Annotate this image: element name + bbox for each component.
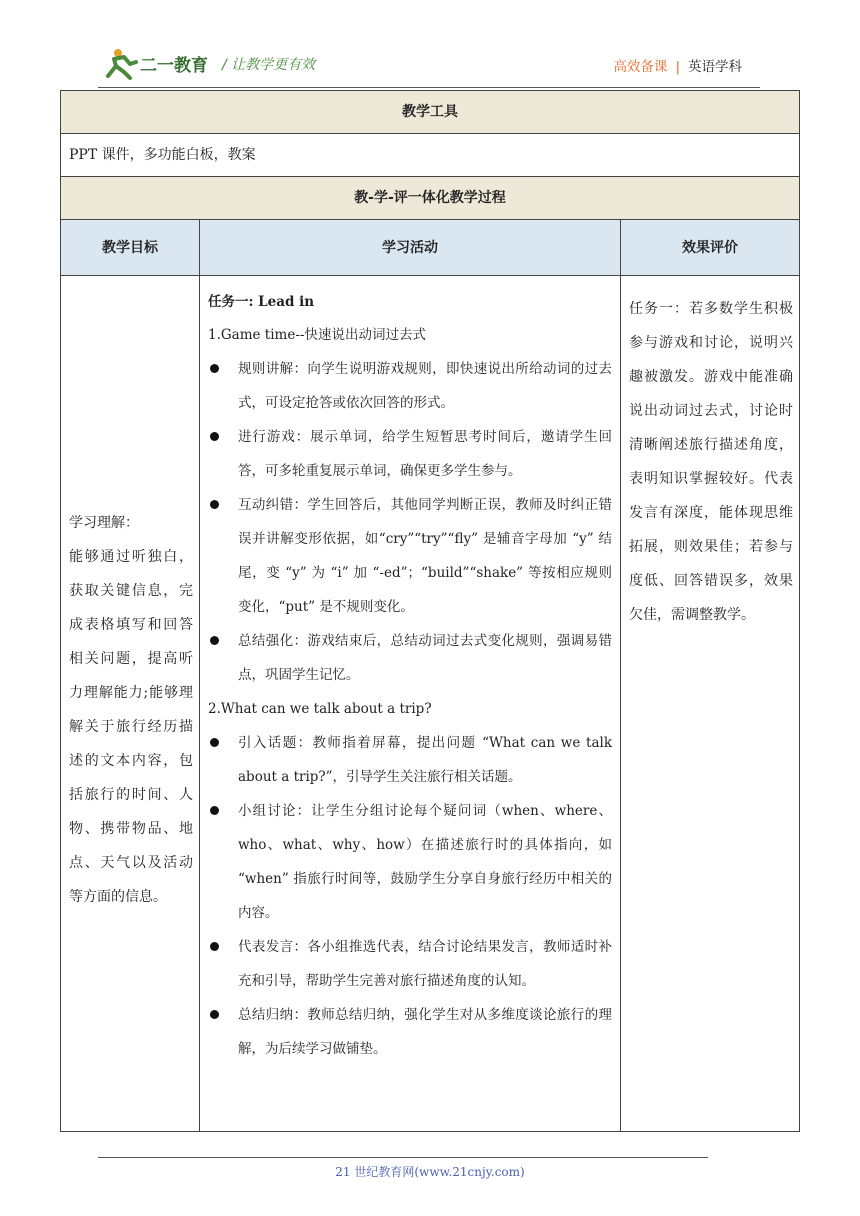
list-item-text: 规则讲解：向学生说明游戏规则，即快速说出所给动词的过去式，可设定抢答或依次回答的形式。 <box>238 361 612 411</box>
bullet-icon <box>210 1010 219 1019</box>
header-slogan: / 让教学更有效 <box>222 57 316 73</box>
list-item <box>208 998 612 1066</box>
table-row <box>61 276 799 1131</box>
bullet-icon <box>210 636 219 645</box>
task-title: 任务一: Lead in <box>208 294 315 310</box>
section-title: 2.What can we talk about a trip? <box>208 701 432 717</box>
evaluation-cell <box>621 276 799 1131</box>
bullet-icon <box>210 942 219 951</box>
goal-label: 学习理解： <box>69 515 139 531</box>
list-item-text: 进行游戏：展示单词，给学生短暂思考时间后，邀请学生回答，可多轮重复展示单词，确保更多学生参与。 <box>238 429 612 479</box>
bullet-icon <box>210 432 219 441</box>
tag-subject: 英语学科 <box>688 59 742 75</box>
tag-prep: 高效备课 <box>613 59 668 75</box>
bullet-icon <box>210 806 219 815</box>
bullet-icon <box>210 364 219 373</box>
list-item-text: 互动纠错：学生回答后，其他同学判断正误，教师及时纠正错误并讲解变形依据，如“cry”“try”“fly” 是辅音字母加 “y” 结尾，变 “y” 为 “i” 加 “-ed”；“build”“shake” 等按相应规则变化，“put” 是不规则变化。 <box>238 497 612 615</box>
list-item-text: 引入话题：教师指着屏幕，提出问题 “What can we talk about a trip?”，引导学生关注旅行相关话题。 <box>238 735 612 785</box>
list-item <box>208 930 612 998</box>
footer-link[interactable]: 21 世纪教育网(www.21cnjy.com) <box>335 1165 525 1179</box>
activity-cell <box>200 276 621 1131</box>
tools-value: PPT 课件，多功能白板，教案 <box>61 134 799 177</box>
tag-separator: | <box>675 59 680 75</box>
lesson-table <box>60 90 800 1132</box>
brand-logo <box>104 46 214 80</box>
runner-logo-icon <box>104 46 214 80</box>
list-item <box>208 488 612 624</box>
logo-text: 二一教育 <box>140 56 208 76</box>
goal-cell <box>61 276 200 1131</box>
evaluation-text: 任务一：若多数学生积极参与游戏和讨论，说明兴趣被激发。游戏中能准确说出动词过去式，讨论时清晰阐述旅行描述角度，表明知识掌握较好。代表发言有深度，能体现思维拓展，则效果佳；若参与度低、回答错误多，效果欠佳，需调整教学。 <box>629 301 793 623</box>
column-header-row <box>61 220 799 276</box>
process-heading: 教-学-评一体化教学过程 <box>61 177 799 220</box>
tools-heading: 教学工具 <box>61 91 799 134</box>
header-divider <box>98 87 760 88</box>
column-activity: 学习活动 <box>200 220 621 275</box>
header-tags <box>613 55 742 75</box>
column-evaluation: 效果评价 <box>621 220 799 275</box>
bullet-icon <box>210 500 219 509</box>
page-header <box>0 0 860 92</box>
list-item <box>208 624 612 692</box>
goal-text: 能够通过听独白，获取关键信息，完成表格填写和回答相关问题，提高听力理解能力;能够理解关于旅行经历描述的文本内容，包括旅行的时间、人物、携带物品、地点、天气以及活动等方面的信息。 <box>69 549 193 905</box>
list-item-text: 代表发言：各小组推选代表，结合讨论结果发言，教师适时补充和引导，帮助学生完善对旅行描述角度的认知。 <box>238 939 612 989</box>
list-item-text: 总结归纳：教师总结归纳，强化学生对从多维度谈论旅行的理解，为后续学习做铺垫。 <box>238 1007 612 1057</box>
column-goal: 教学目标 <box>61 220 200 275</box>
list-item <box>208 420 612 488</box>
list-item-text: 小组讨论：让学生分组讨论每个疑问词（when、where、who、what、why、how）在描述旅行时的具体指向，如 “when” 指旅行时间等，鼓励学生分享自身旅行经历中相关的内容。 <box>238 803 612 921</box>
section-title: 1.Game time--快速说出动词过去式 <box>208 327 426 343</box>
list-item <box>208 794 612 930</box>
list-item <box>208 352 612 420</box>
footer-divider <box>98 1157 708 1158</box>
bullet-icon <box>210 738 219 747</box>
list-item-text: 总结强化：游戏结束后，总结动词过去式变化规则，强调易错点，巩固学生记忆。 <box>238 633 612 683</box>
list-item <box>208 726 612 794</box>
